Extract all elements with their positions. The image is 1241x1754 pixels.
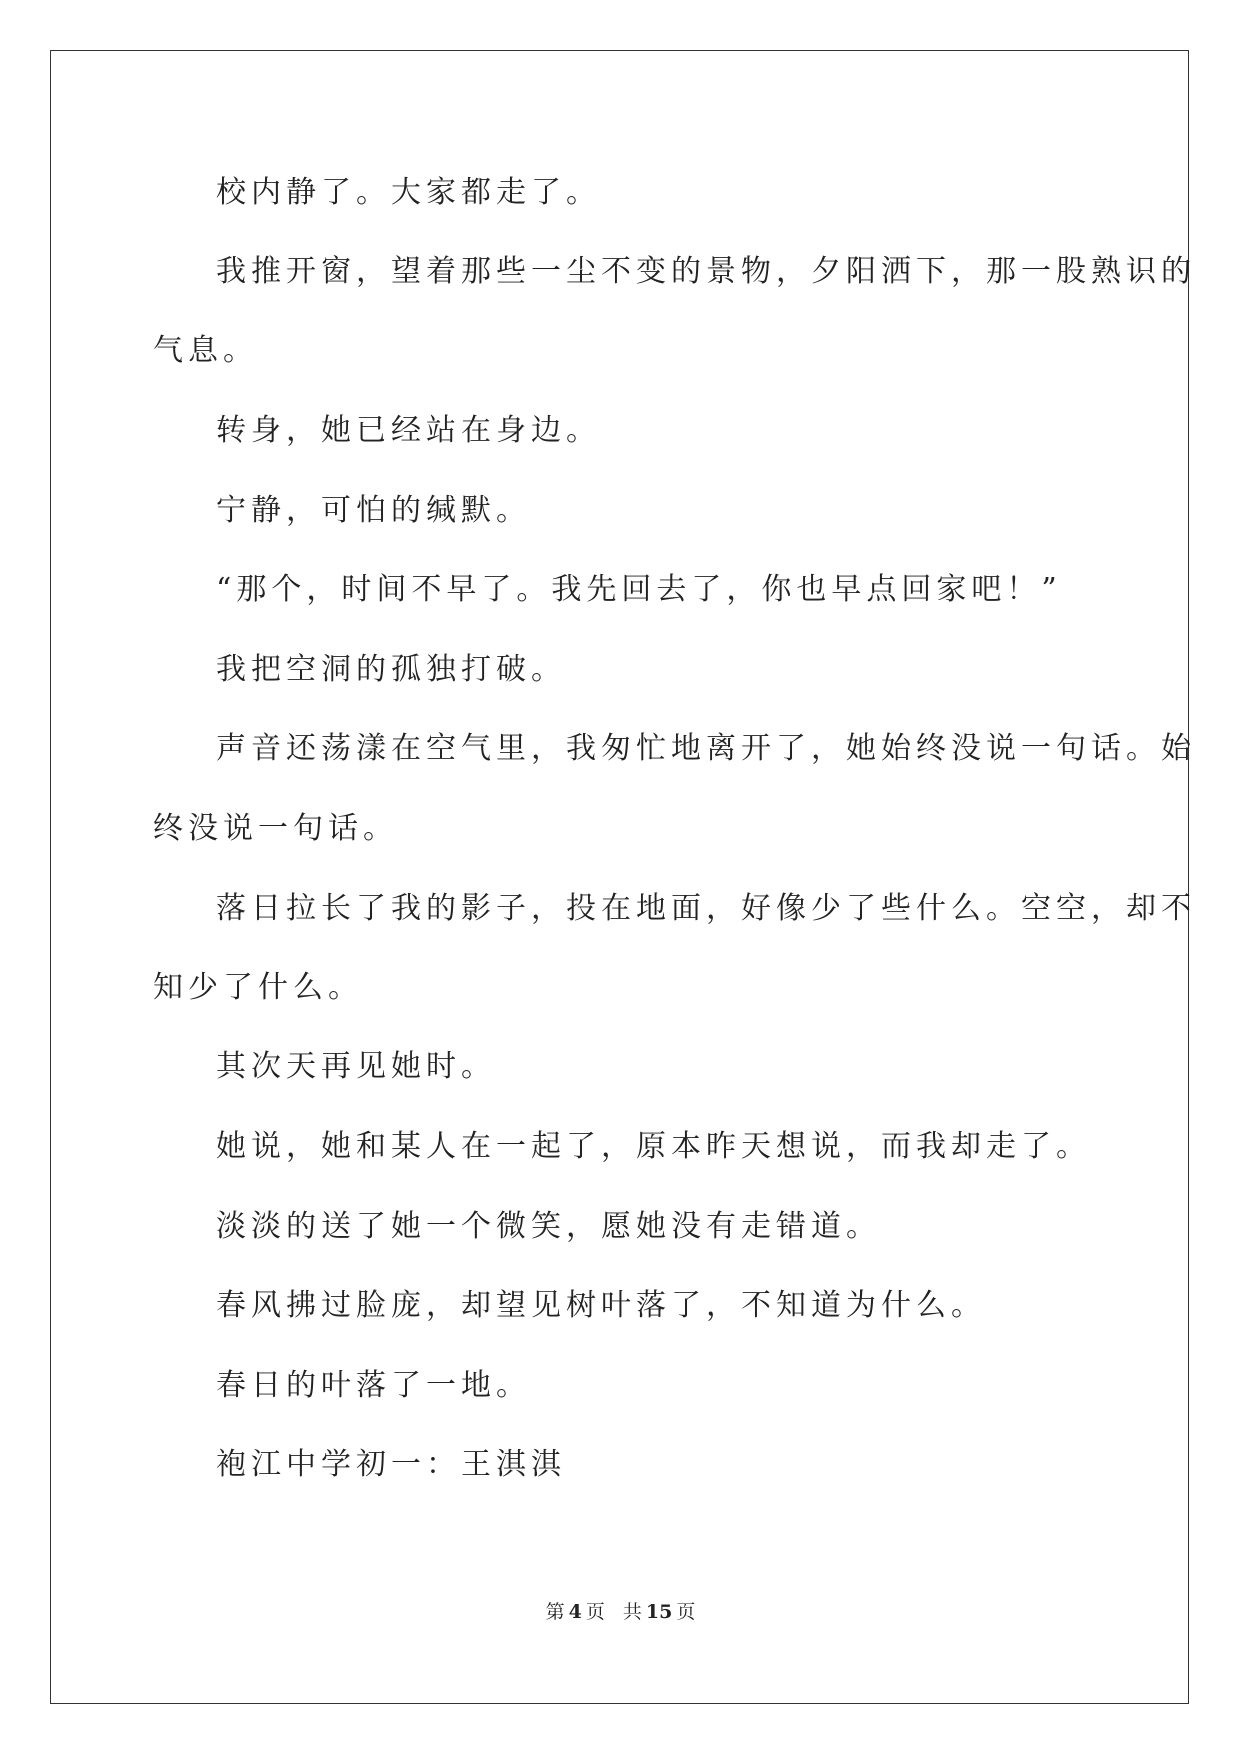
paragraph-line: 声音还荡漾在空气里，我匆忙地离开了，她始终没说一句话。始 xyxy=(216,731,1196,766)
paragraph-line: 知少了什么。 xyxy=(153,970,363,1005)
total-pages: 15 xyxy=(645,1601,673,1623)
paragraph-line: 其次天再见她时。 xyxy=(216,1049,496,1084)
total-prefix: 共 xyxy=(622,1601,642,1623)
paragraph-line: 转身，她已经站在身边。 xyxy=(216,413,601,448)
paragraph-line: 终没说一句话。 xyxy=(153,811,398,846)
paragraph-line: 春风拂过脸庞，却望见树叶落了，不知道为什么。 xyxy=(216,1288,986,1323)
page-prefix: 第 xyxy=(545,1601,565,1623)
page-suffix: 页 xyxy=(585,1601,605,1623)
paragraph-line: 落日拉长了我的影子，投在地面，好像少了些什么。空空，却不 xyxy=(216,891,1196,926)
page-footer xyxy=(0,1600,1241,1624)
paragraph-line: 我把空洞的孤独打破。 xyxy=(216,652,566,687)
author-signature: 袍江中学初一：王淇淇 xyxy=(216,1447,566,1482)
paragraph-line: 校内静了。大家都走了。 xyxy=(216,175,601,210)
paragraph-line: 淡淡的送了她一个微笑，愿她没有走错道。 xyxy=(216,1209,881,1244)
paragraph-line: 气息。 xyxy=(153,333,258,368)
paragraph-line: 我推开窗，望着那些一尘不变的景物，夕阳洒下，那一股熟识的 xyxy=(216,254,1196,289)
paragraph-line: “那个，时间不早了。我先回去了，你也早点回家吧！” xyxy=(216,572,1062,607)
paragraph-line: 春日的叶落了一地。 xyxy=(216,1368,531,1403)
page-number: 4 xyxy=(568,1601,582,1623)
total-suffix: 页 xyxy=(676,1601,696,1623)
paragraph-line: 宁静，可怕的缄默。 xyxy=(216,493,531,528)
paragraph-line: 她说，她和某人在一起了，原本昨天想说，而我却走了。 xyxy=(216,1129,1091,1164)
